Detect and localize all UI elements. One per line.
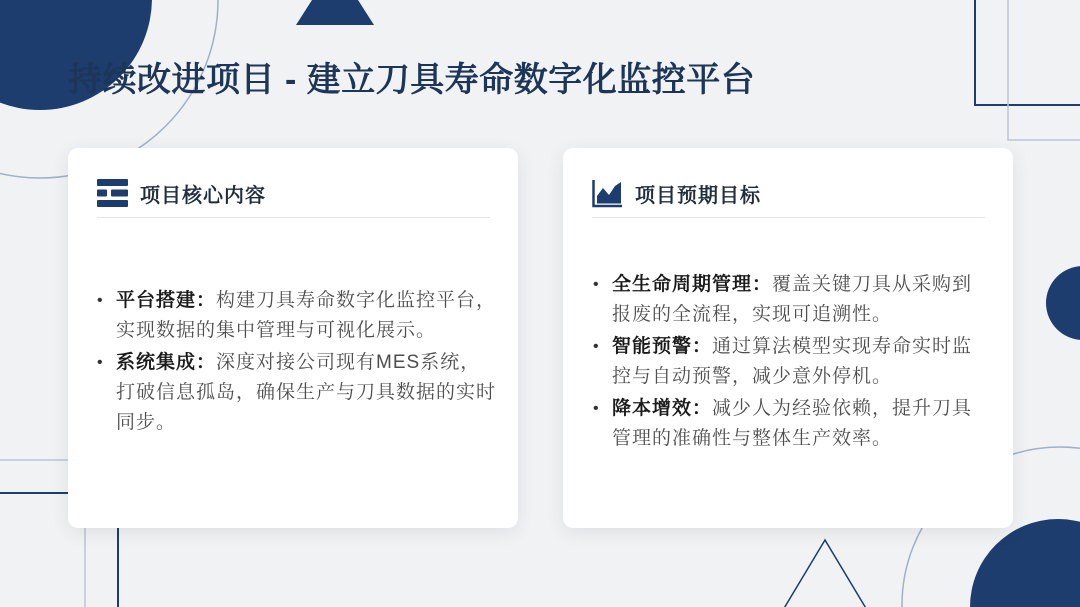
decor-circle-right — [1046, 266, 1080, 340]
bullet-label: 降本增效： — [612, 398, 713, 419]
card-header — [592, 177, 985, 218]
card-header — [97, 177, 490, 218]
expected-goals-card — [563, 148, 1013, 528]
bullet-label: 全生命周期管理： — [612, 274, 773, 295]
decor-frame-top-right — [975, 0, 1080, 105]
card-heading: 项目预期目标 — [635, 184, 761, 207]
bullet-item — [116, 286, 498, 346]
bullet-item — [612, 394, 982, 454]
card-body — [68, 218, 518, 508]
bullet-list — [116, 286, 498, 440]
bullet-text: 覆盖关键刀具从采购到报废的全流程，实现可追溯性。 — [612, 274, 973, 325]
bullet-item — [116, 348, 498, 438]
bullet-label: 系统集成： — [116, 352, 217, 373]
bullet-label: 平台搭建： — [116, 290, 217, 311]
decor-frame-top-right-light — [1008, 0, 1080, 140]
slide-title: 持续改进项目 - 建立刀具寿命数字化监控平台 — [68, 61, 756, 99]
stack-icon — [97, 178, 128, 208]
bullet-text: 通过算法模型实现寿命实时监控与自动预警，减少意外停机。 — [612, 336, 973, 387]
bullet-text: 深度对接公司现有MES系统，打破信息孤岛，确保生产与刀具数据的实时同步。 — [116, 352, 497, 433]
bullet-item — [612, 332, 982, 392]
core-content-card — [68, 148, 518, 528]
decor-triangle-top — [296, 0, 374, 25]
bullet-label: 智能预警： — [612, 336, 713, 357]
bullet-text: 减少人为经验依赖，提升刀具管理的准确性与整体生产效率。 — [612, 398, 973, 449]
card-body — [563, 218, 1013, 508]
card-heading: 项目核心内容 — [140, 184, 266, 207]
decor-triangle-bottom — [777, 540, 873, 607]
bullet-list — [612, 270, 982, 456]
bullet-item — [612, 270, 982, 330]
decor-circle-bottom-right — [970, 519, 1080, 607]
area-chart-icon — [592, 178, 623, 208]
bullet-text: 构建刀具寿命数字化监控平台，实现数据的集中管理与可视化展示。 — [116, 290, 497, 341]
